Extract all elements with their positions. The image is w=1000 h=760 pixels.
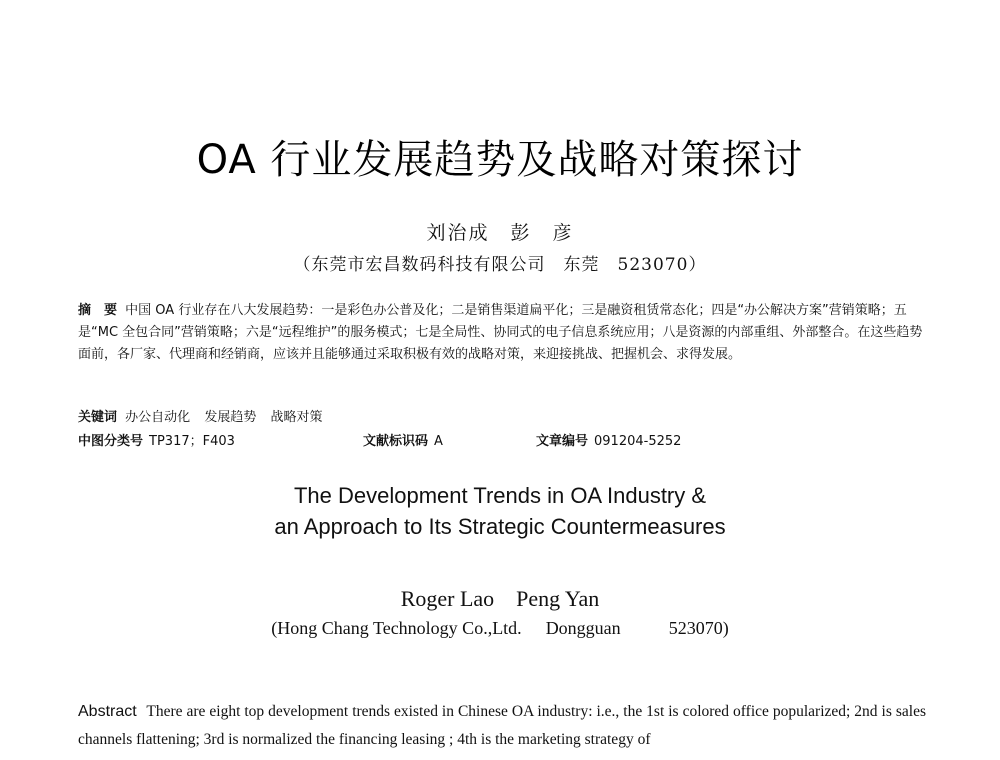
english-authors: [0, 586, 1000, 612]
english-affiliation: [0, 618, 1000, 639]
clc-field: [78, 430, 235, 449]
english-affiliation-close-paren: ): [722, 618, 729, 638]
chinese-affiliation: （东莞市宏昌数码科技有限公司 东莞 523070）: [293, 255, 707, 275]
chinese-authors: 刘治成 彭 彦: [426, 222, 574, 244]
doc-code-field: [363, 430, 443, 449]
keywords-line: [78, 406, 926, 425]
english-title: [0, 480, 1000, 542]
english-abstract-text: There are eight top development trends existed in Chinese OA industry: i.e., the 1st is colored office popularized; 2nd is sales channels flattening; 3rd is normalized the financing leasing ; 4th is the marketing strategy of: [78, 703, 926, 748]
clc-label: 中图分类号: [78, 434, 144, 449]
english-author-1: Roger Lao: [400, 586, 495, 611]
english-title-line-2: an Approach to Its Strategic Countermeasures: [274, 514, 726, 539]
clc-value: TP317；F403: [149, 434, 235, 449]
chinese-abstract-label: 摘 要: [78, 303, 118, 318]
english-abstract-label: Abstract: [78, 703, 137, 720]
doc-code-value: A: [434, 434, 443, 449]
keyword: 战略对策: [270, 410, 323, 425]
chinese-abstract: [78, 300, 926, 366]
keywords-label: 关键词: [78, 410, 118, 425]
english-affiliation-code: 523070: [668, 618, 723, 638]
article-number-field: [536, 430, 681, 449]
english-affiliation-city: Dongguan: [545, 618, 621, 638]
english-affiliation-open-paren: (: [271, 618, 278, 638]
chinese-abstract-text: 中国 OA 行业存在八大发展趋势：一是彩色办公普及化；二是销售渠道扁平化；三是融资租赁常态化；四是“办公解决方案”营销策略；五是“MC 全包合同”营销策略；六是“远程维护”的服务模式；七是全局性、协同式的电子信息系统应用；八是资源的内部重组、外部整合。在这些趋势面前，各厂家、代理商和经销商，应该并且能够通过采取积极有效的战略对策，来迎接挑战、把握机会、求得发展。: [78, 303, 923, 362]
english-abstract: [78, 698, 926, 754]
article-number-label: 文章编号: [536, 434, 589, 449]
chinese-title: OA 行业发展趋势及战略对策探讨: [196, 137, 804, 183]
english-title-line-1: The Development Trends in OA Industry &: [293, 483, 707, 508]
keyword: 发展趋势: [204, 410, 257, 425]
english-author-2: Peng Yan: [516, 586, 600, 611]
classification-line: [78, 430, 926, 450]
keyword: 办公自动化: [125, 410, 191, 425]
doc-code-label: 文献标识码: [363, 434, 429, 449]
article-number-value: 091204-5252: [594, 434, 682, 449]
english-affiliation-org: Hong Chang Technology Co.,Ltd.: [277, 618, 522, 638]
